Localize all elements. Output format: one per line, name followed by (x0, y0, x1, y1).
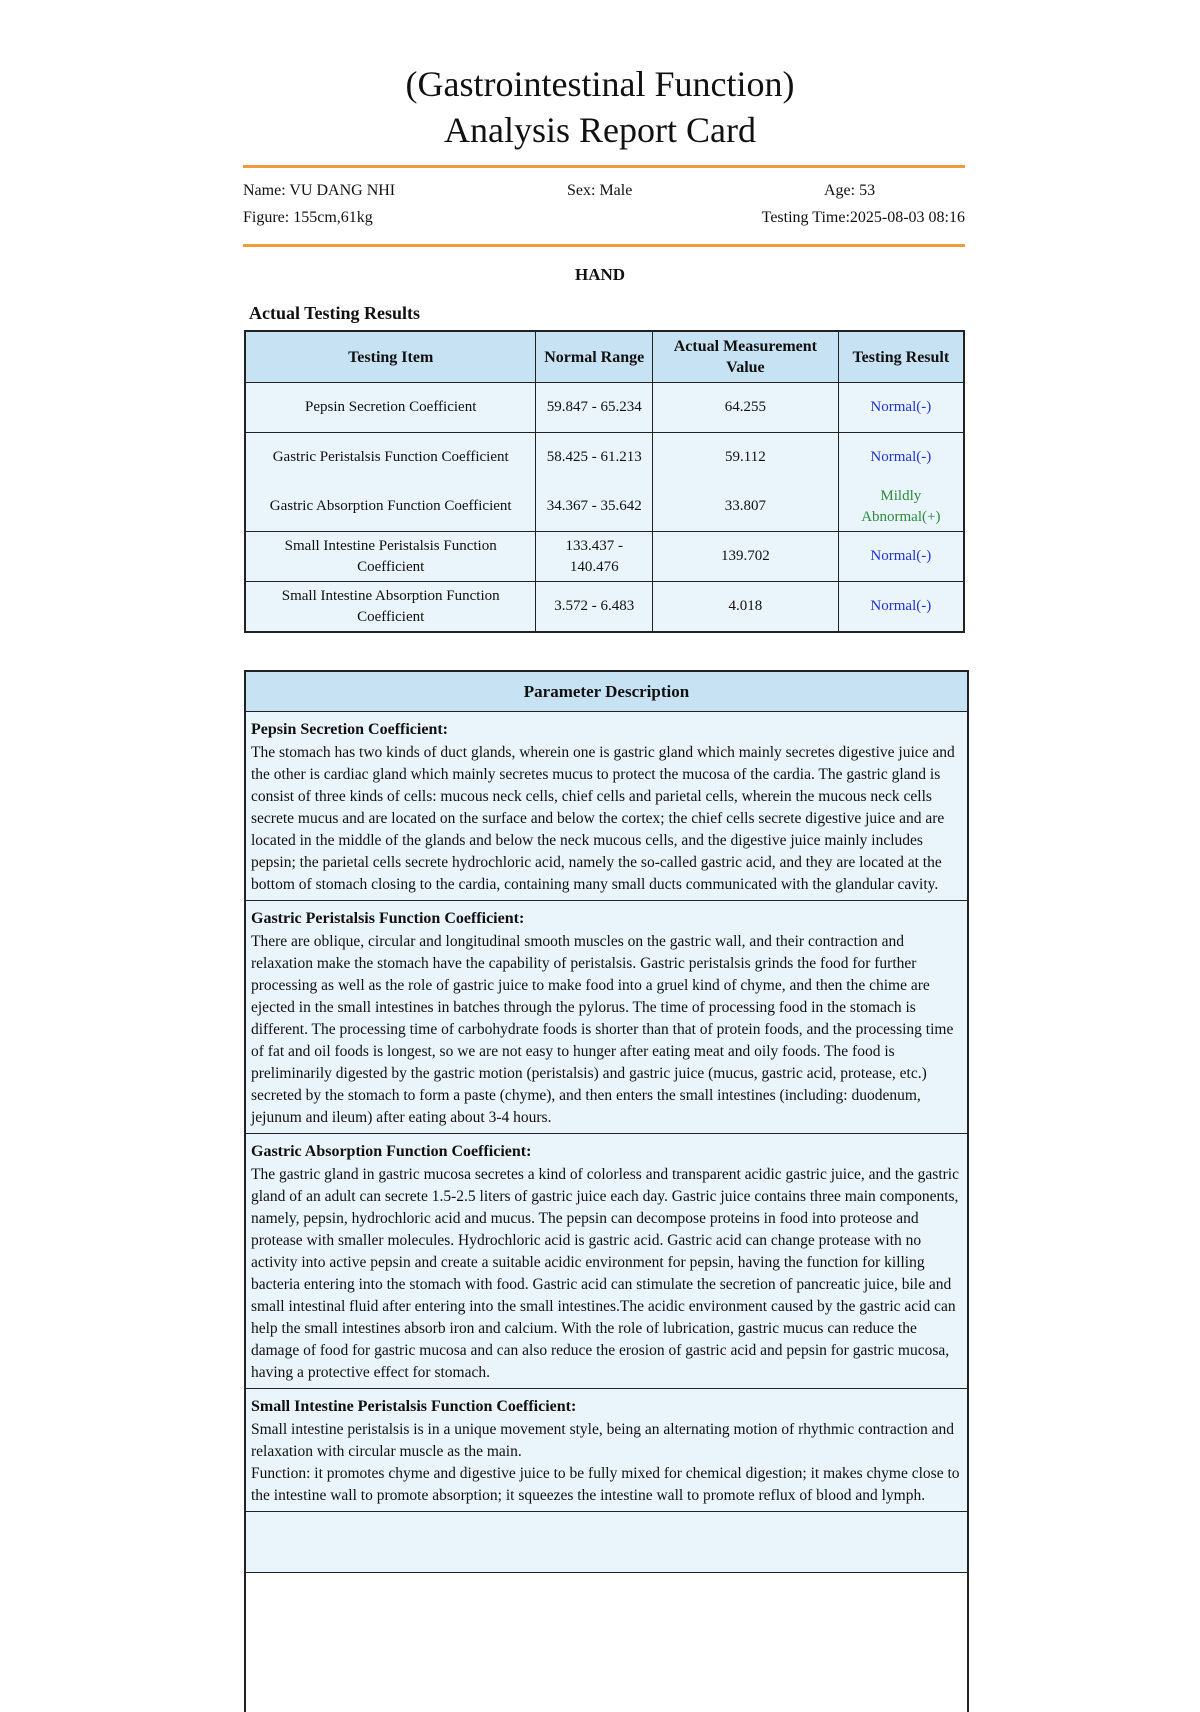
table-row (245, 532, 964, 582)
table-row (245, 582, 964, 633)
description-heading: Gastric Absorption Function Coefficient: (251, 1143, 532, 1160)
col-header-normal-range: Normal Range (536, 331, 653, 383)
description-heading: Gastric Peristalsis Function Coefficient: (251, 910, 525, 927)
cell-range: 3.572 - 6.483 (536, 582, 653, 633)
cell-value: 4.018 (653, 582, 839, 633)
description-block-small-intestine-peristalsis (246, 1389, 967, 1512)
description-text: Small intestine peristalsis is in a unique movement style, being an alternating motion of rhythmic contraction and relaxation with circular muscle as the main. (251, 1421, 954, 1460)
cell-result: Normal(-) (838, 532, 964, 582)
header-divider-top (243, 165, 965, 168)
cell-value: 33.807 (653, 482, 839, 532)
col-header-testing-item: Testing Item (245, 331, 536, 383)
description-block-gastric-peristalsis (246, 901, 967, 1134)
section-label: HAND (574, 265, 626, 284)
cell-result: Normal(-) (838, 383, 964, 433)
cell-range: 133.437 - 140.476 (536, 532, 653, 582)
parameter-description-panel (244, 670, 969, 1712)
results-table (244, 330, 965, 633)
report-title-line1: (Gastrointestinal Function) (405, 64, 795, 104)
testing-time: Testing Time:2025-08-03 08:16 (761, 209, 965, 226)
col-header-testing-result: Testing Result (838, 331, 964, 383)
header-divider-bottom (243, 244, 965, 247)
cell-range: 34.367 - 35.642 (536, 482, 653, 532)
description-block-gastric-absorption (246, 1134, 967, 1389)
cell-value: 139.702 (653, 532, 839, 582)
cell-range: 59.847 - 65.234 (536, 383, 653, 433)
description-text: The gastric gland in gastric mucosa secretes a kind of colorless and transparent acidic gastric juice, and the gastric gland of an adult can secrete 1.5-2.5 liters of gastric juice each day. Gastric juice contains three main components, namely, pepsin, hydrochloric acid and mucus. The pepsin can decompose proteins in food into proteose and protease with smaller molecules. Hydrochloric acid is gastric acid. Gastric acid can change protease with no activity into active pepsin and create a suitable acidic environment for pepsin, having the function for killing bacteria entering into the stomach with food. Gastric acid can stimulate the secretion of pancreatic juice, bile and small intestinal fluid after entering into the small intestines.The acidic environment caused by the gastric acid can help the small intestines absorb iron and calcium. With the role of lubrication, gastric mucus can reduce the damage of food for gastric mucosa and can also reduce the erosion of gastric acid and pepsin for gastric mucosa, having a protective effect for stomach. (251, 1166, 959, 1381)
cell-result: Normal(-) (838, 433, 964, 483)
description-text: The stomach has two kinds of duct glands, wherein one is gastric gland which mainly secretes digestive juice and the other is cardiac gland which mainly secretes mucus to protect the mucosa of the cardia. The gastric gland is consist of three kinds of cells: mucous neck cells, chief cells and parietal cells, wherein the mucous neck cells secrete mucus and are located on the surface and below the cortex; the chief cells secrete digestive juice and are located in the middle of the glands and below the neck mucous cells, and the digestive juice mainly includes pepsin; the parietal cells secrete hydrochloric acid, namely the so-called gastric acid, and they are located at the bottom of stomach closing to the cardia, containing many small ducts communicated with the glandular cavity. (251, 744, 955, 893)
cell-item: Small Intestine Peristalsis Function Coefficient (245, 532, 536, 582)
description-text: There are oblique, circular and longitudinal smooth muscles on the gastric wall, and their contraction and relaxation make the stomach have the capability of peristalsis. Gastric peristalsis grinds the food for further processing as well as the role of gastric juice to make food into a gruel kind of chyme, and then the chime are ejected in the small intestines in batches through the pylorus. The time of processing food in the stomach is different. The processing time of carbohydrate foods is shorter than that of protein foods, and the processing time of fat and oil foods is longest, so we are not easy to hunger after eating meat and oily foods. The food is preliminarily digested by the gastric motion (peristalsis) and gastric juice (mucus, gastric acid, protease, etc.) secreted by the stomach to form a paste (chyme), and then enters the small intestines (including: duodenum, jejunum and ileum) after eating about 3-4 hours. (251, 933, 954, 1126)
cell-item: Gastric Peristalsis Function Coefficient (245, 433, 536, 483)
table-row (245, 482, 964, 532)
patient-name: Name: VU DANG NHI (243, 182, 396, 199)
cell-item: Pepsin Secretion Coefficient (245, 383, 536, 433)
cell-item: Gastric Absorption Function Coefficient (245, 482, 536, 532)
description-title: Parameter Description (246, 672, 967, 712)
table-row (245, 433, 964, 483)
cell-result: Normal(-) (838, 582, 964, 633)
cell-value: 64.255 (653, 383, 839, 433)
description-text: Function: it promotes chyme and digestive juice to be fully mixed for chemical digestion; it makes chyme close to the intestine wall to promote absorption; it squeezes the intestine wall to promote reflux of blood and lymph. (251, 1465, 960, 1504)
results-title: Actual Testing Results (249, 303, 421, 323)
cell-result: Mildly Abnormal(+) (838, 482, 964, 532)
col-header-actual-value: Actual Measurement Value (653, 331, 839, 383)
results-header-row (245, 331, 964, 383)
report-title-line2: Analysis Report Card (444, 110, 756, 150)
patient-figure: Figure: 155cm,61kg (243, 209, 373, 226)
patient-age: Age: 53 (824, 182, 876, 199)
cell-value: 59.112 (653, 433, 839, 483)
description-heading: Small Intestine Peristalsis Function Coefficient: (251, 1398, 577, 1415)
description-block-pepsin (246, 712, 967, 901)
cell-range: 58.425 - 61.213 (536, 433, 653, 483)
patient-sex: Sex: Male (567, 182, 633, 199)
table-row (245, 383, 964, 433)
description-heading: Pepsin Secretion Coefficient: (251, 721, 448, 738)
cell-item: Small Intestine Absorption Function Coefficient (245, 582, 536, 633)
description-block-empty (246, 1512, 967, 1573)
